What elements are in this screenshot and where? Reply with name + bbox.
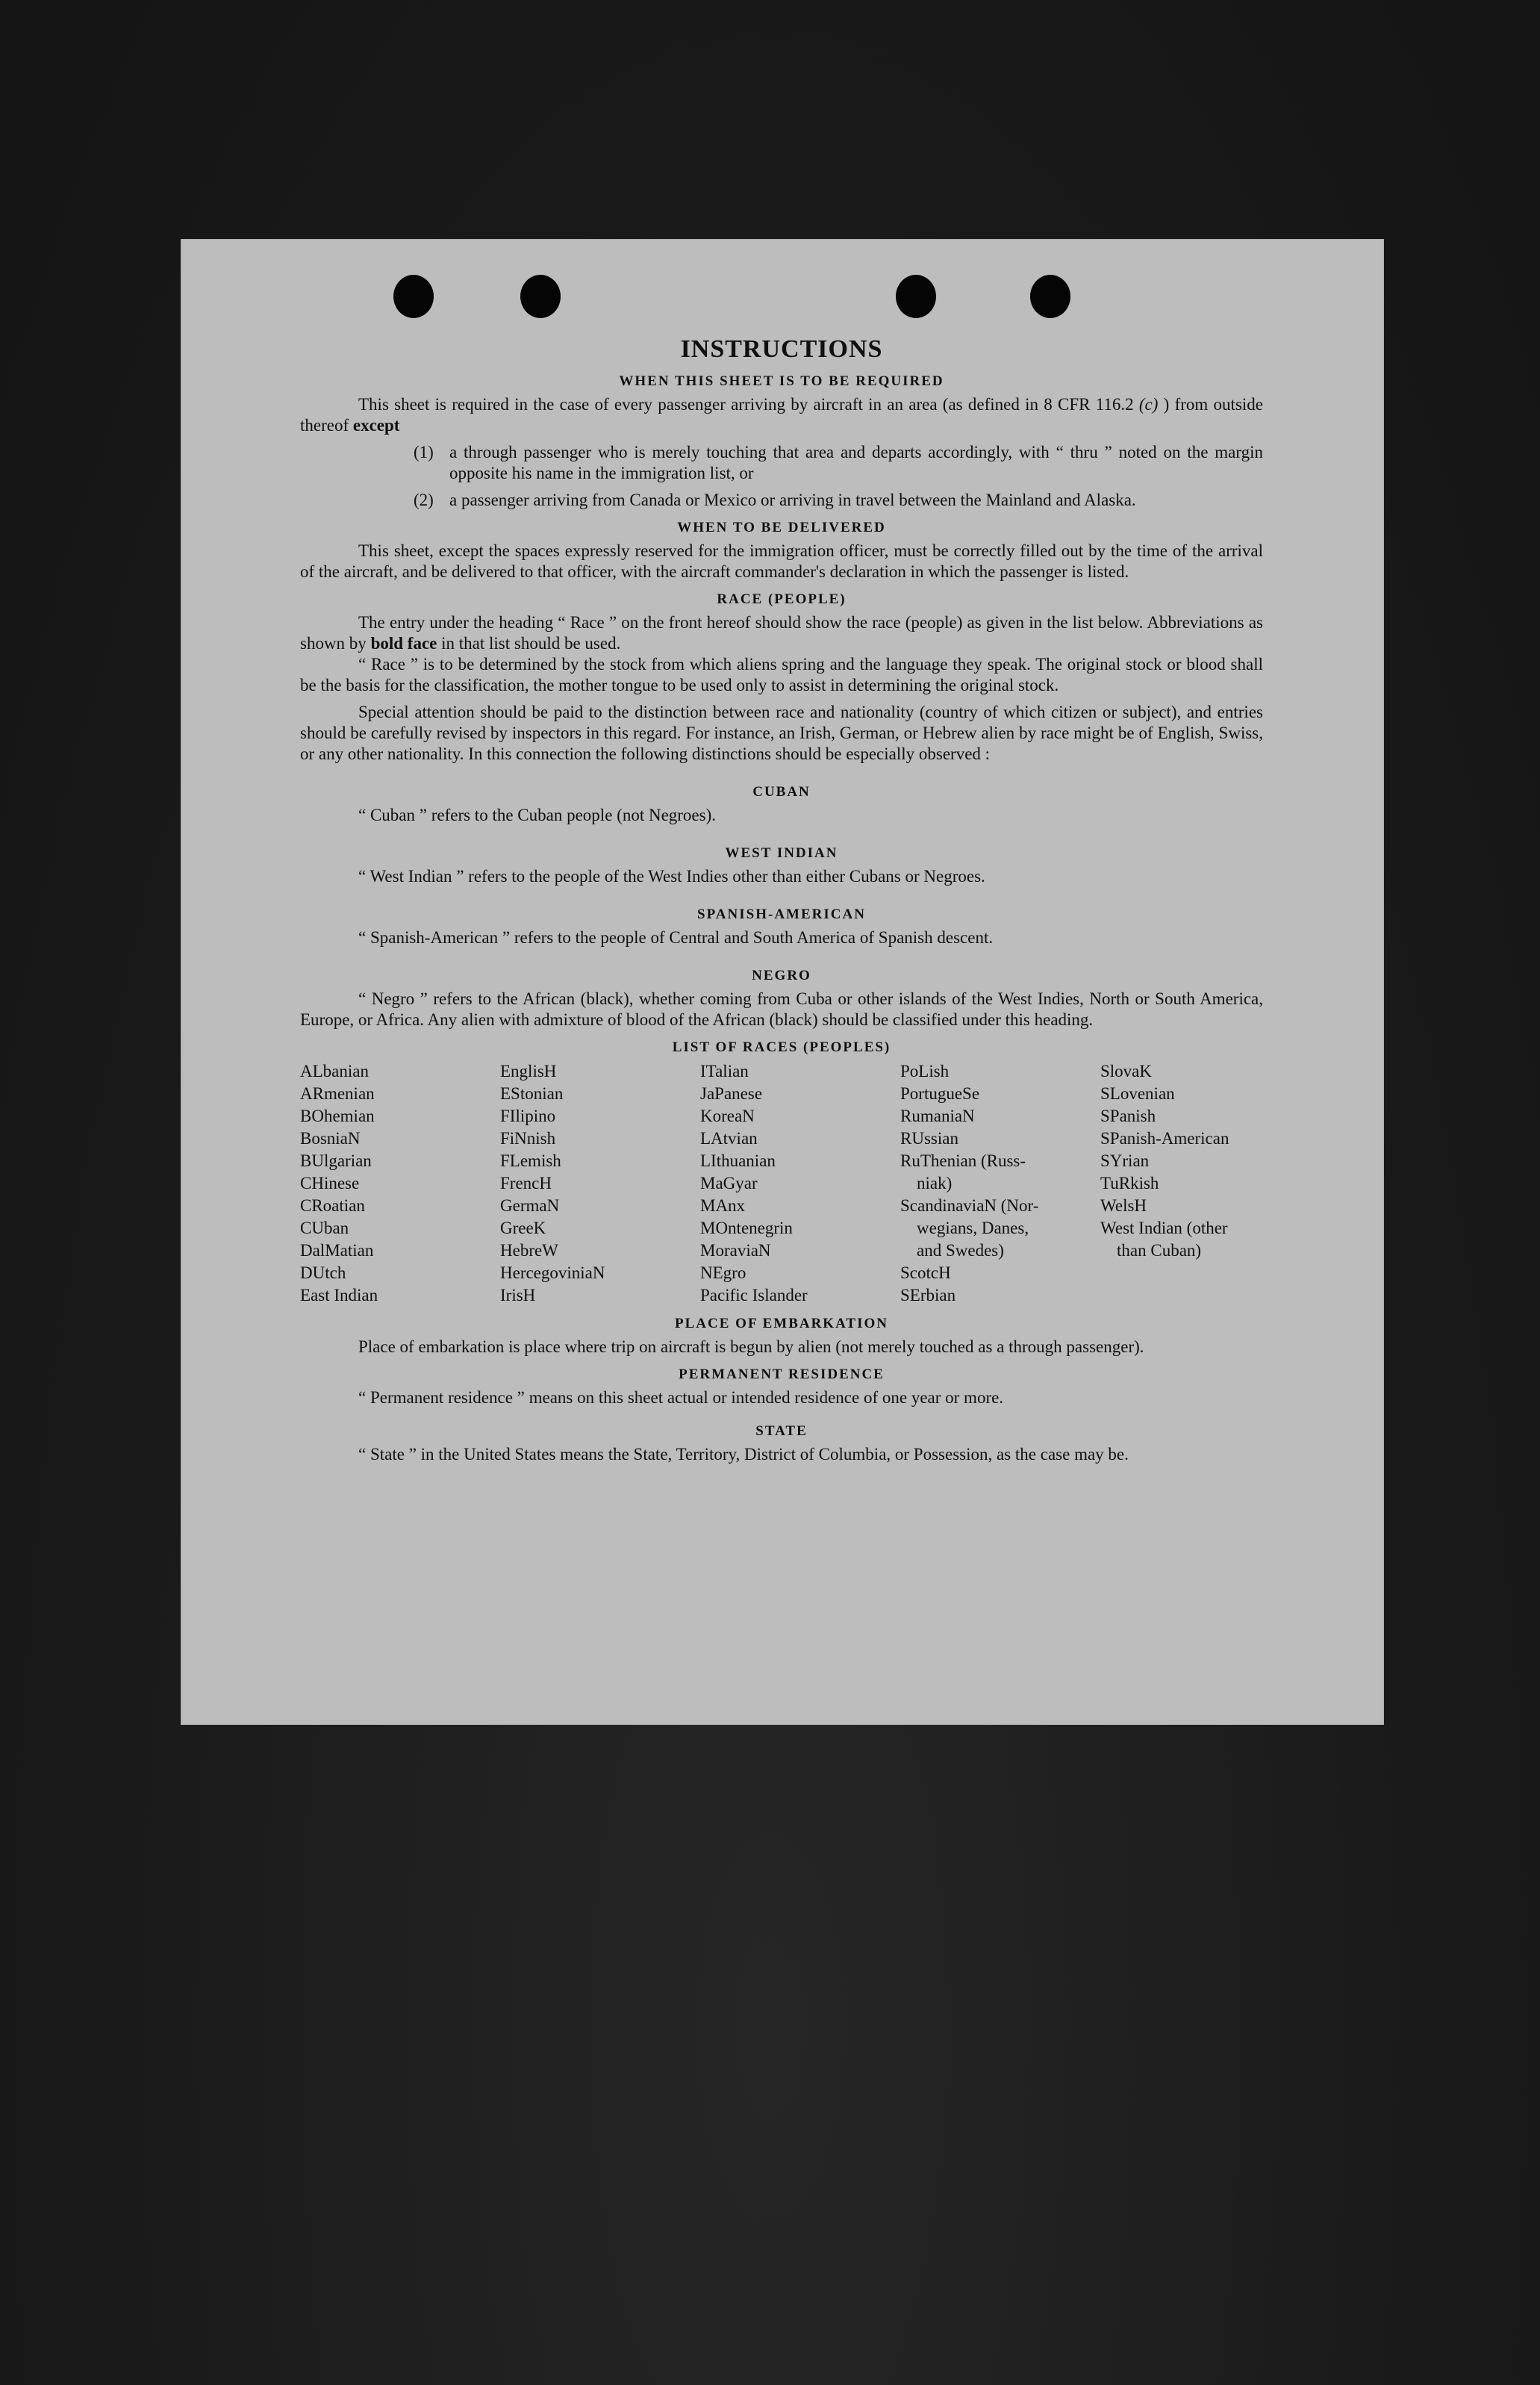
negro-text: “ Negro ” refers to the African (black), whether coming from Cuba or other islands of the West Indies, North or South America, Europe, or Africa. Any alien with admixture of blood of the African (black) should be classified under this heading. [300,989,1263,1029]
race-entry: SYrian [1100,1151,1150,1170]
cuban-text: “ Cuban ” refers to the Cuban people (not Negroes). [358,806,717,824]
residence-text: “ Permanent residence ” means on this sheet actual or intended residence of one year or more. [358,1388,1004,1407]
race-entry: WelsH [1100,1196,1147,1215]
race-entry: MaGyar [700,1174,758,1192]
race-entry: RumaniaN [900,1107,975,1125]
race-entry: LIthuanian [700,1151,776,1170]
race-entry: CRoatian [300,1196,365,1215]
race-entry: SErbian [900,1286,956,1305]
race-entry: JaPanese [700,1084,763,1103]
race-entry: TuRkish [1100,1174,1159,1192]
section-heading-race: RACE (PEOPLE) [717,591,847,607]
race-entry: GreeK [500,1219,546,1237]
punch-hole [1030,275,1070,318]
race-entry: SlovaK [1100,1062,1152,1080]
exception-item: (2) a passenger arriving from Canada or Mexico or arriving in travel between the Mainland and Alaska. [414,491,1136,509]
west-indian-text: “ West Indian ” refers to the people of the West Indies other than either Cubans or Negroes. [358,867,985,886]
race-paragraph-3: Special attention should be paid to the distinction between race and nationality (country of which citizen or subject), and entries should be carefully revised by inspectors in this regard. For instance, an Irish, German, or Hebrew alien by race might be of English, Swiss, or any other nationality. In this connection the following distinctions should be especially observed : [300,703,1263,763]
instruction-sheet [181,239,1384,1725]
race-entry: EnglisH [500,1062,557,1080]
race-column [300,1060,500,1307]
race-entry: PoLish [900,1062,950,1080]
delivered-text: This sheet, except the spaces expressly reserved for the immigration officer, must be correctly filled out by the time of the arrival of the aircraft, and be delivered to that officer, with the aircraft commander's declaration in which the passenger is listed. [300,541,1263,581]
section-heading-embarkation: PLACE OF EMBARKATION [675,1316,888,1331]
race-entry: CUban [300,1219,349,1237]
race-column [900,1060,1100,1307]
race-entry: MAnx [700,1196,746,1215]
embarkation-text: Place of embarkation is place where trip on aircraft is begun by alien (not merely touched as a through passenger). [358,1337,1144,1356]
race-entry: ARmenian [300,1084,375,1103]
race-entry: ITalian [700,1062,749,1080]
section-heading-state: STATE [755,1423,808,1439]
race-entry: PortugueSe [900,1084,980,1103]
section-heading-residence: PERMANENT RESIDENCE [679,1366,885,1382]
race-column [700,1060,900,1307]
race-entry: FrencH [500,1174,552,1192]
race-entry: niak) [917,1174,953,1192]
race-entry: BUlgarian [300,1151,372,1170]
race-entry: SPanish [1100,1107,1156,1125]
race-entry: GermaN [500,1196,560,1215]
punch-hole [393,275,434,318]
race-entry: HercegoviniaN [500,1263,605,1282]
race-entry: DalMatian [300,1241,374,1260]
race-entry: and Swedes) [917,1241,1004,1260]
race-entry: CHinese [300,1174,360,1192]
document-body [300,335,1263,1465]
exception-item: (1) a through passenger who is merely touching that area and departs accordingly, with “ thru ” noted on the margin opposite his name in the immigration list, or [414,443,1263,482]
section-heading-negro: NEGRO [752,968,811,983]
race-entry: SPanish-American [1100,1129,1229,1148]
spanish-american-text: “ Spanish-American ” refers to the people of Central and South America of Spanish descent. [358,928,994,947]
race-entry: EStonian [500,1084,564,1103]
race-entry: than Cuban) [1117,1241,1202,1260]
section-heading-list-of-races: LIST OF RACES (PEOPLES) [672,1039,891,1055]
race-entry: East Indian [300,1286,378,1305]
race-entry: ScotcH [900,1263,951,1282]
punch-hole [520,275,561,318]
race-column [500,1060,700,1307]
race-entry: DUtch [300,1263,346,1282]
race-column [1100,1060,1300,1307]
race-entry: FIlipino [500,1107,556,1125]
race-entry: KoreaN [700,1107,755,1125]
race-entry: BOhemian [300,1107,375,1125]
section-heading-required: WHEN THIS SHEET IS TO BE REQUIRED [619,373,944,389]
race-entry: LAtvian [700,1129,758,1148]
race-entry: IrisH [500,1286,536,1305]
section-heading-west-indian: WEST INDIAN [725,845,838,861]
race-entry: NEgro [700,1263,746,1282]
page-title: INSTRUCTIONS [680,335,883,363]
race-entry: FLemish [500,1151,561,1170]
race-paragraph-2: “ Race ” is to be determined by the stock from which aliens spring and the language they speak. The original stock or blood shall be the basis for the classification, the mother tongue to be used only to assist in determining the original stock. [300,655,1263,694]
race-list [300,1060,1263,1307]
race-entry: RuThenian (Russ- [900,1151,1026,1170]
race-entry: Pacific Islander [700,1286,808,1305]
race-entry: wegians, Danes, [917,1219,1029,1237]
section-heading-delivered: WHEN TO BE DELIVERED [677,520,886,535]
section-heading-cuban: CUBAN [752,784,811,800]
race-entry: MoraviaN [700,1241,771,1260]
race-entry: HebreW [500,1241,558,1260]
race-entry: ScandinaviaN (Nor- [900,1196,1039,1215]
race-entry: West Indian (other [1100,1219,1228,1237]
punch-hole [896,275,936,318]
race-entry: BosniaN [300,1129,361,1148]
required-intro: This sheet is required in the case of every passenger arriving by aircraft in an area (as defined in 8 CFR 116.2 (c) ) from outside thereof except [300,395,1264,435]
race-paragraph-1: The entry under the heading “ Race ” on the front hereof should show the race (people) as given in the list below. Abbreviations as shown by bold face in that list should be used. [300,613,1263,653]
race-entry: RUssian [900,1129,958,1148]
race-entry: FiNnish [500,1129,556,1148]
state-text: “ State ” in the United States means the State, Territory, District of Columbia, or Possession, as the case may be. [358,1445,1129,1464]
race-entry: MOntenegrin [700,1219,793,1237]
race-entry: SLovenian [1100,1084,1175,1103]
section-heading-spanish-american: SPANISH-AMERICAN [697,907,866,922]
race-entry: ALbanian [300,1062,369,1080]
